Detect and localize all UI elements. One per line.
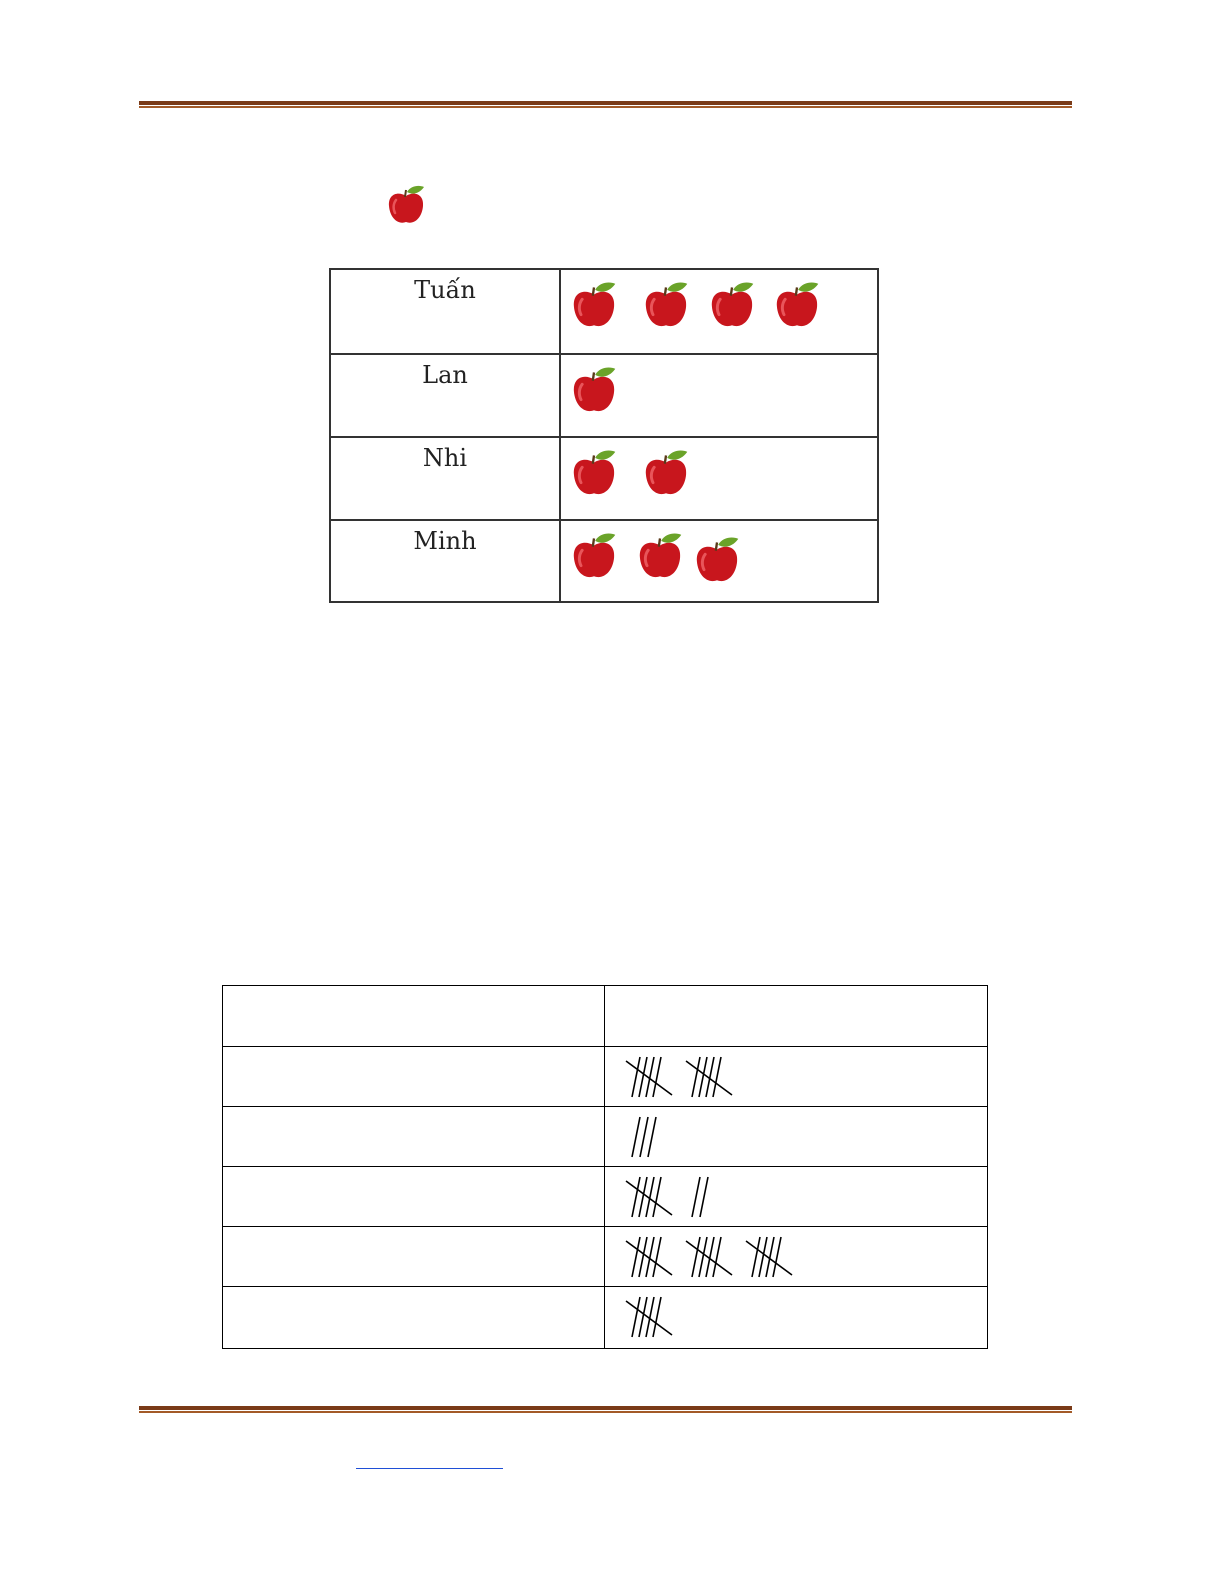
tally-cell — [606, 1047, 987, 1106]
header-cell-left — [223, 986, 605, 1046]
category-cell — [223, 1227, 605, 1286]
student-name: Lan — [331, 355, 561, 436]
apple-icon — [568, 278, 620, 330]
apple-icon — [640, 278, 692, 330]
table-row — [223, 1166, 987, 1226]
tally-stroke — [632, 1177, 640, 1217]
tally-marks — [606, 1287, 987, 1347]
student-name: Tuấn — [331, 270, 561, 353]
apple-cell — [563, 355, 877, 436]
tally-cell — [606, 1227, 987, 1286]
tally-stroke — [653, 1177, 661, 1217]
header-rule — [139, 101, 1072, 108]
pictograph-row — [331, 270, 877, 353]
table-header-row — [223, 986, 987, 1046]
tally-stroke — [713, 1057, 721, 1097]
apple-icon — [691, 533, 743, 585]
tally-marks — [606, 1227, 987, 1287]
tally-stroke — [692, 1237, 700, 1277]
category-cell — [223, 1287, 605, 1348]
pictograph-row — [331, 353, 877, 436]
student-name: Minh — [331, 521, 561, 602]
table-row — [223, 1286, 987, 1348]
table-row — [223, 1106, 987, 1166]
tally-stroke — [639, 1057, 647, 1097]
tally-stroke — [692, 1057, 700, 1097]
tally-stroke — [632, 1297, 640, 1337]
tally-stroke — [632, 1237, 640, 1277]
pictograph-row — [331, 436, 877, 519]
tally-cell — [606, 1107, 987, 1166]
apple-icon — [771, 278, 823, 330]
apple-icon — [640, 446, 692, 498]
apple-cell — [563, 270, 877, 353]
apple-icon — [634, 529, 686, 581]
pictograph-table — [329, 268, 879, 603]
tally-stroke — [699, 1237, 707, 1277]
tally-stroke — [632, 1057, 640, 1097]
apple-cell — [563, 521, 877, 602]
pictograph-row — [331, 519, 877, 602]
tally-stroke — [653, 1237, 661, 1277]
footer-rule — [139, 1406, 1072, 1413]
category-cell — [223, 1047, 605, 1106]
tally-stroke — [653, 1297, 661, 1337]
tally-stroke — [700, 1177, 708, 1217]
tally-marks — [606, 1107, 987, 1167]
category-cell — [223, 1107, 605, 1166]
tally-stroke — [639, 1177, 647, 1217]
table-row — [223, 1226, 987, 1286]
apple-icon — [568, 529, 620, 581]
tally-stroke — [648, 1117, 656, 1157]
tally-marks — [606, 1167, 987, 1227]
tally-stroke — [640, 1117, 648, 1157]
tally-stroke — [699, 1057, 707, 1097]
header-cell-right — [606, 986, 987, 1046]
footer-link[interactable] — [356, 1448, 503, 1469]
category-cell — [223, 1167, 605, 1226]
table-row — [223, 1046, 987, 1106]
apple-icon — [568, 363, 620, 415]
tally-stroke — [639, 1237, 647, 1277]
tally-stroke — [773, 1237, 781, 1277]
legend-apple-icon — [384, 182, 428, 226]
apple-icon — [706, 278, 758, 330]
tally-marks — [606, 1047, 987, 1107]
tally-stroke — [692, 1177, 700, 1217]
tally-stroke — [752, 1237, 760, 1277]
tally-stroke — [639, 1297, 647, 1337]
tally-cell — [606, 1287, 987, 1348]
tally-table — [222, 985, 988, 1349]
tally-stroke — [653, 1057, 661, 1097]
tally-stroke — [759, 1237, 767, 1277]
apple-icon — [568, 446, 620, 498]
tally-stroke — [713, 1237, 721, 1277]
tally-cell — [606, 1167, 987, 1226]
student-name: Nhi — [331, 438, 561, 519]
tally-stroke — [632, 1117, 640, 1157]
apple-cell — [563, 438, 877, 519]
